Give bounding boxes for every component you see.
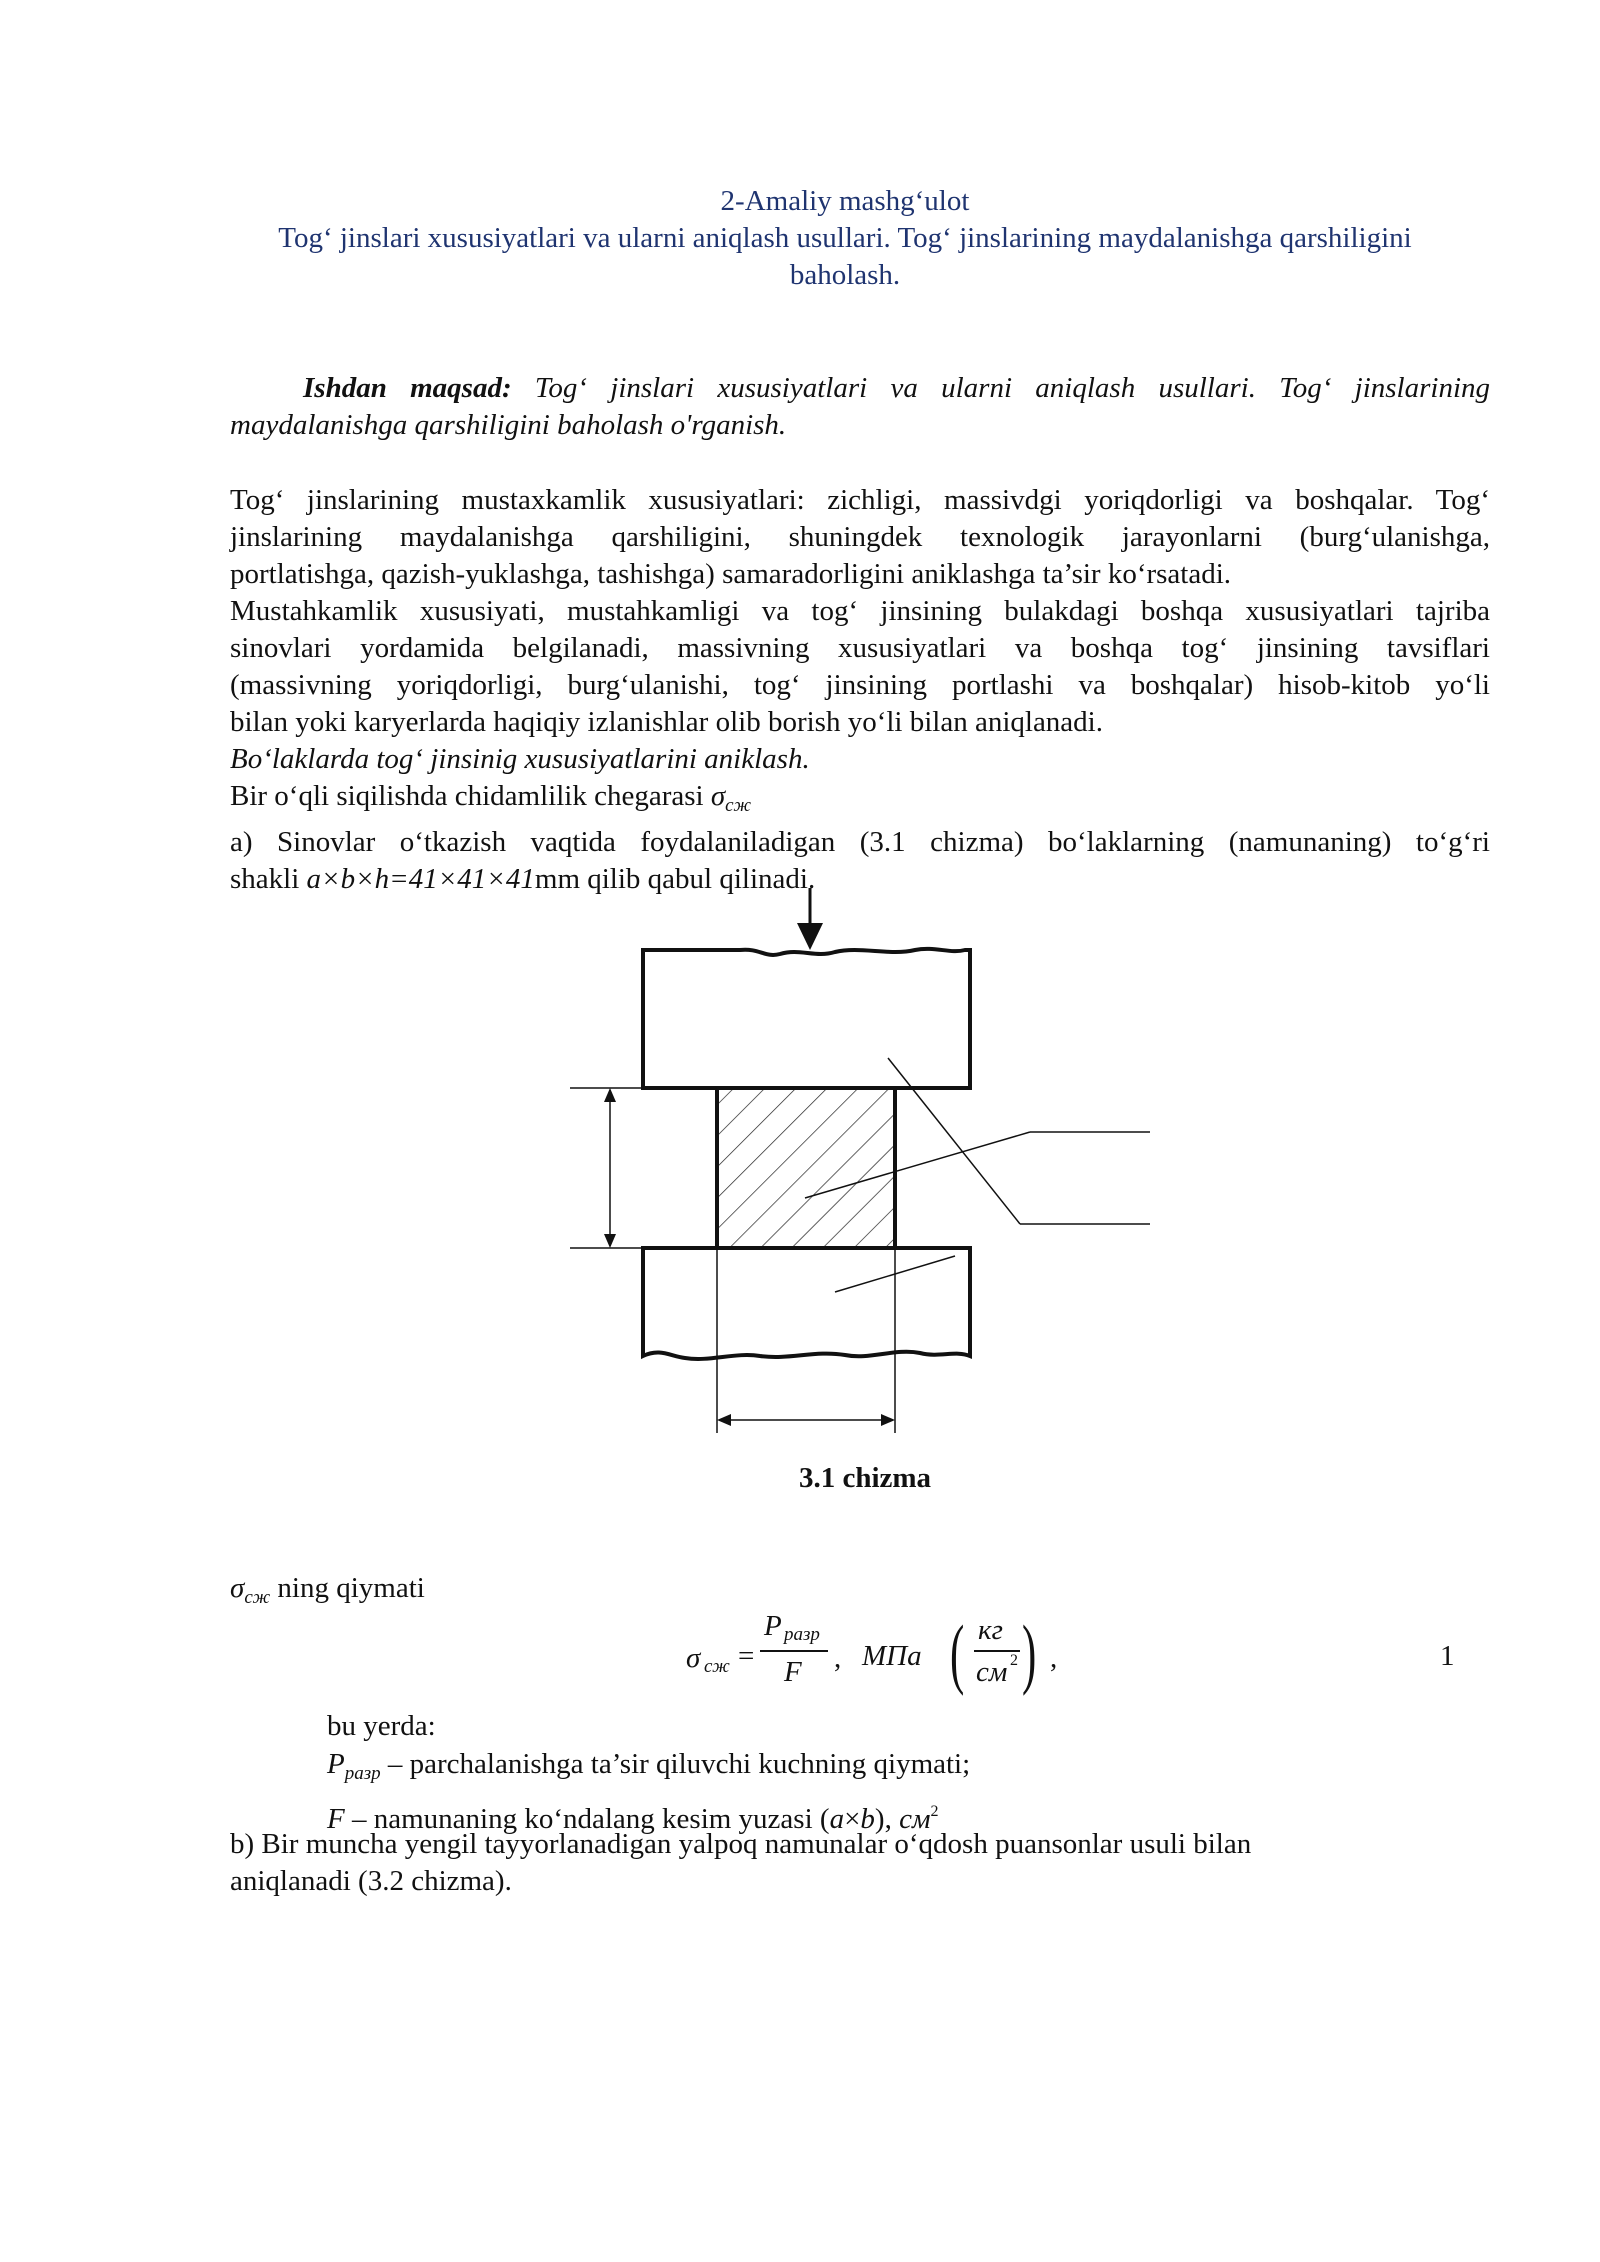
subtitle-line-1: Tog‘ jinslari xususiyatlari va ularni aniqlash usullari. Tog‘ jinslarining maydalanishga qarshiligini xyxy=(278,222,1412,254)
def2-unit: см xyxy=(899,1803,931,1835)
formula-equals: = xyxy=(738,1640,755,1672)
item-a-dims: a×b×h=41×41×41 xyxy=(306,863,535,895)
definitions-block xyxy=(327,1707,970,1838)
formula-numerator-p: P xyxy=(764,1610,782,1642)
def2-b: b xyxy=(860,1803,875,1835)
goal-text-2: maydalanishga qarshiligini baholash o'rganish. xyxy=(230,409,787,441)
figure-caption: 3.1 chizma xyxy=(798,1462,932,1494)
formula-unit-numerator: кг xyxy=(978,1614,1003,1646)
equation-number: 1 xyxy=(1440,1640,1455,1672)
figure-drawing xyxy=(560,888,1180,1448)
p2-line-1: Mustahkamlik xususiyati, mustahkamligi va tog‘ jinsining bulakdagi boshqa xususiyatlari tajriba xyxy=(230,595,1490,627)
compression-test-figure xyxy=(560,888,1180,1448)
formula-left-paren: ( xyxy=(950,1609,965,1696)
item-a-pre: shakli xyxy=(230,863,307,895)
def2-symbol: F xyxy=(327,1803,345,1835)
def2-text-pre: – namunaning ko‘ndalang kesim yuzasi ( xyxy=(344,1803,830,1835)
formula-trailing-comma: , xyxy=(1050,1642,1058,1674)
formula-fraction-bar xyxy=(760,1650,828,1652)
item-a-line-1: a) Sinovlar o‘tkazish vaqtida foydalaniladigan (3.1 chizma) bo‘laklarning (namunaning) to‘g‘ri xyxy=(230,826,1490,858)
formula-unit-sup: 2 xyxy=(1010,1652,1018,1669)
def1-symbol: P xyxy=(327,1748,345,1780)
formula-sigma: σ xyxy=(686,1642,701,1674)
load-arrow-head xyxy=(797,923,823,950)
def2-text-post: ), xyxy=(874,1803,900,1835)
formula-denominator: F xyxy=(784,1656,802,1688)
limit-text: Bir o‘qli siqilishda chidamlilik chegarasi xyxy=(230,780,711,812)
goal-paragraph xyxy=(230,370,1490,444)
p2-line-3: (massivning yoriqdorligi, burg‘ulanishi, tog‘ jinsining portlashi va boshqalar) hisob-kitob yo‘li xyxy=(230,669,1490,701)
height-arrow-top xyxy=(604,1088,616,1102)
p1-line-3: portlatishga, qazish-yuklashga, tashishga) samaradorligini aniklashga ta’sir ko‘rsatadi. xyxy=(230,558,1232,590)
def1-subscript: разр xyxy=(344,1763,381,1784)
width-arrow-left xyxy=(717,1414,731,1426)
item-a-post: mm qilib qabul qilinadi. xyxy=(534,863,816,895)
sigma-intro-symbol: σ xyxy=(230,1572,245,1604)
formula-numerator-sub: разр xyxy=(784,1624,820,1645)
height-arrow-bottom xyxy=(604,1234,616,1248)
page-title: 2-Amaliy mashg‘ulot xyxy=(720,185,970,217)
limit-line xyxy=(230,778,1490,824)
definition-p xyxy=(327,1745,970,1793)
def2-unit-sup: 2 xyxy=(930,1803,939,1820)
where-label: bu yerda: xyxy=(327,1710,436,1742)
p1-line-1: Tog‘ jinslarining mustaxkamlik xususiyatlari: zichligi, massivdgi yoriqdorligi va boshqalar. Tog‘ xyxy=(230,484,1490,516)
sigma-value-line xyxy=(230,1570,425,1616)
def2-times: × xyxy=(844,1803,861,1835)
sigma-intro-subscript: сж xyxy=(244,1587,271,1608)
body-section xyxy=(230,482,1490,898)
sigma-intro-text: ning qiymati xyxy=(270,1572,425,1604)
goal-label: Ishdan maqsad: xyxy=(303,372,512,404)
tail-paragraph xyxy=(230,1826,1490,1900)
p2-line-2: sinovlari yordamida belgilanadi, massivning xususiyatlari va boshqa tog‘ jinsining tavsiflari xyxy=(230,632,1490,664)
formula-sigma-sub: сж xyxy=(704,1656,730,1677)
p1-line-2: jinslarining maydalanishga qarshiligini, shuningdek texnologik jarayonlarni (burg‘ulanishga, xyxy=(230,521,1490,553)
tail-line-2: aniqlanadi (3.2 chizma). xyxy=(230,1865,512,1897)
sample-block xyxy=(717,1088,895,1248)
def2-a: a xyxy=(829,1803,845,1835)
p2-line-4: bilan yoki karyerlarda haqiqiy izlanishlar olib borish yo‘li bilan aniqlanadi. xyxy=(230,706,1103,738)
formula-unit-denominator: см xyxy=(976,1656,1008,1688)
width-arrow-right xyxy=(881,1414,895,1426)
formula-comma: , xyxy=(834,1642,842,1674)
formula-unit: МПа xyxy=(862,1640,922,1672)
subtitle-line-2: baholash. xyxy=(789,259,901,291)
title-block xyxy=(200,183,1490,294)
def1-text: – parchalanishga ta’sir qiluvchi kuchning qiymati; xyxy=(380,1748,971,1780)
upper-platen xyxy=(643,949,970,1088)
sigma-symbol: σ xyxy=(710,780,726,812)
sigma-subscript: сж xyxy=(725,795,751,816)
formula-right-paren: ) xyxy=(1022,1609,1037,1696)
lower-platen xyxy=(643,1248,970,1359)
goal-text-1: Tog‘ jinslari xususiyatlari va ularni aniqlash usullari. Tog‘ jinslarining xyxy=(511,372,1490,404)
section-heading-italic: Bo‘laklarda tog‘ jinsinig xususiyatlarini aniklash. xyxy=(230,743,810,775)
tail-line-1: b) Bir muncha yengil tayyorlanadigan yalpoq namunalar o‘qdosh puansonlar usuli bilan xyxy=(230,1828,1252,1860)
